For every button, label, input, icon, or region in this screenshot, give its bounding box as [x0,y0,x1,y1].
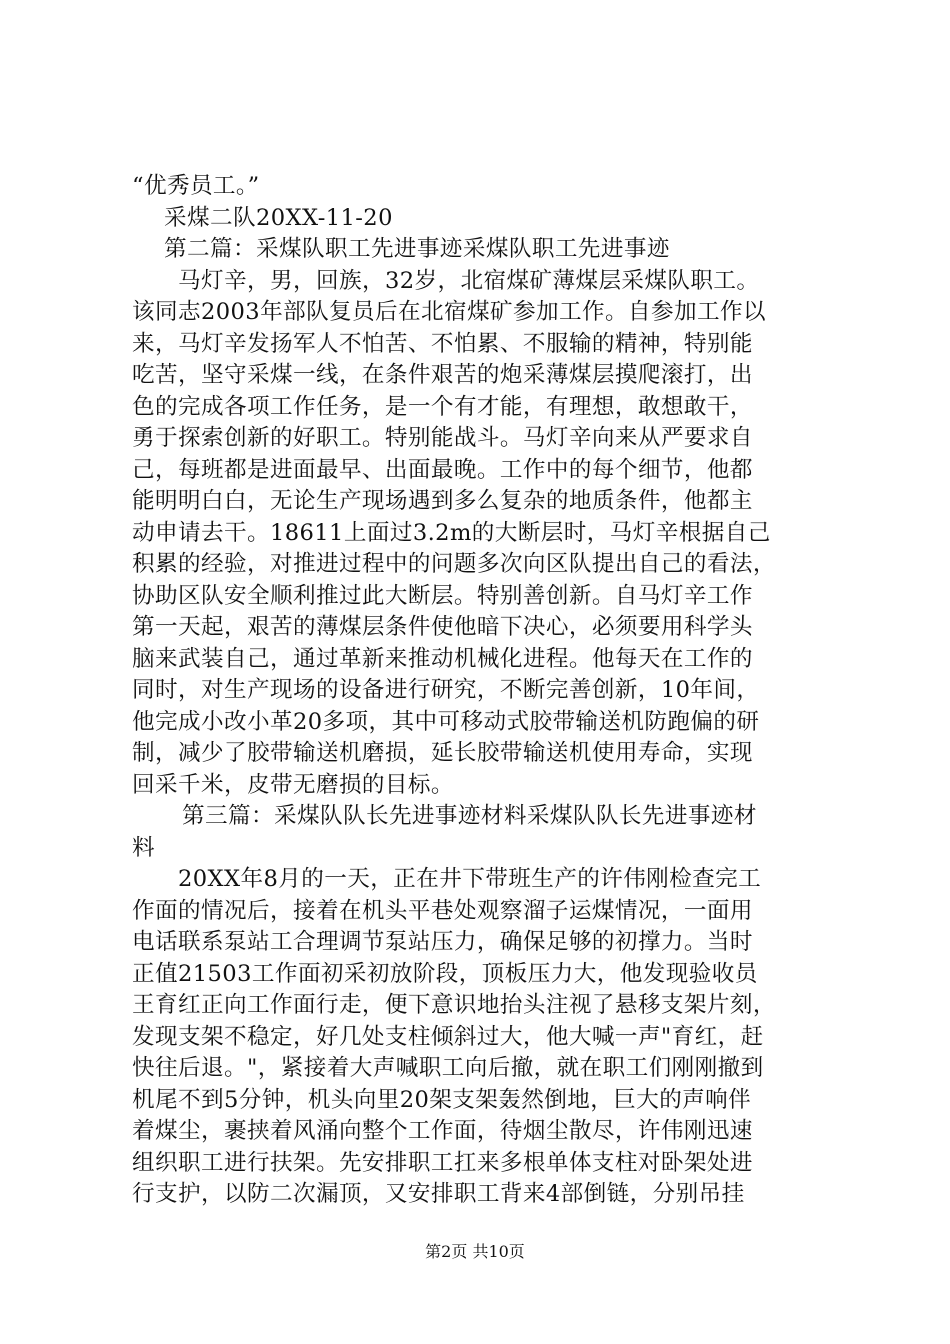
text-line: 作面的情况后，接着在机头平巷处观察溜子运煤情况，一面用 [132,897,753,924]
text-line: 马灯辛，男，回族，32岁，北宿煤矿薄煤层采煤队职工。 [178,267,760,294]
text-line: 吃苦，坚守采煤一线，在条件艰苦的炮采薄煤层摸爬滚打，出 [132,362,753,388]
closing-quote: “优秀员工。” [132,173,260,199]
text-line: 发现支架不稳定，好几处支柱倾斜过大，他大喊一声"育红，赶 [132,1023,764,1050]
text-line: 勇于探索创新的好职工。特别能战斗。马灯辛向来从严要求自 [132,425,753,451]
text-line: 脑来武装自己，通过革新来推动机械化进程。他每天在工作的 [132,645,753,672]
page-footer [0,1242,950,1262]
text-line: 该同志2003年部队复员后在北宿煤矿参加工作。自参加工作以 [132,299,766,325]
text-line: 色的完成各项工作任务，是一个有才能，有理想，敢想敢干， [132,393,753,420]
text-line: 机尾不到5分钟，机头向里20架支架轰然倒地，巨大的声响伴 [132,1086,752,1113]
section-heading-3: 第三篇：采煤队队长先进事迹材料采煤队队长先进事迹材 [182,803,757,829]
text-line: 积累的经验，对推进过程中的问题多次向区队提出自己的看法， [132,551,776,577]
page-number: 第2页 共10页 [425,1242,525,1261]
section-heading-3-cont: 料 [132,834,155,861]
section-heading-2: 第二篇：采煤队职工先进事迹采煤队职工先进事迹 [164,236,670,262]
text-line: 来，马灯辛发扬军人不怕苦、不怕累、不服输的精神，特别能 [132,330,753,357]
text-line: 他完成小改小革20多项，其中可移动式胶带输送机防跑偏的研 [132,708,760,735]
text-line: 己，每班都是进面最早、出面最晚。工作中的每个细节，他都 [132,456,753,483]
signature-line: 采煤二队20XX-11-20 [164,204,393,231]
text-line: 20XX年8月的一天，正在井下带班生产的许伟刚检查完工 [178,866,762,892]
text-line: 回采千米，皮带无磨损的目标。 [132,771,454,798]
text-line: 行支护，以防二次漏顶，又安排职工背来4部倒链，分别吊挂 [132,1181,745,1207]
text-line: 协助区队安全顺利推过此大断层。特别善创新。自马灯辛工作 [132,582,753,609]
text-line: 能明明白白，无论生产现场遇到多么复杂的地质条件，他都主 [132,488,753,514]
text-line: 动申请去干。18611上面过3.2m的大断层时，马灯辛根据自己 [132,519,771,546]
text-line: 制，减少了胶带输送机磨损，延长胶带输送机使用寿命，实现 [132,740,753,766]
text-line: 正值21503工作面初采初放阶段，顶板压力大，他发现验收员 [132,960,758,987]
text-line: 同时，对生产现场的设备进行研究，不断完善创新，10年间， [132,677,760,703]
text-line: 电话联系泵站工合理调节泵站压力，确保足够的初撑力。当时 [132,929,753,955]
text-line: 第一天起，艰苦的薄煤层条件使他暗下决心，必须要用科学头 [132,614,753,640]
text-line: 组织职工进行扶架。先安排职工扛来多根单体支柱对卧架处进 [132,1149,753,1176]
text-line: 着煤尘，裹挟着风涌向整个工作面，待烟尘散尽，许伟刚迅速 [132,1118,753,1144]
text-line: 快往后退。"，紧接着大声喊职工向后撤，就在职工们刚刚撤到 [132,1055,764,1081]
document-body [132,171,832,1211]
text-line: 王育红正向工作面行走，便下意识地抬头注视了悬移支架片刻， [132,992,776,1018]
